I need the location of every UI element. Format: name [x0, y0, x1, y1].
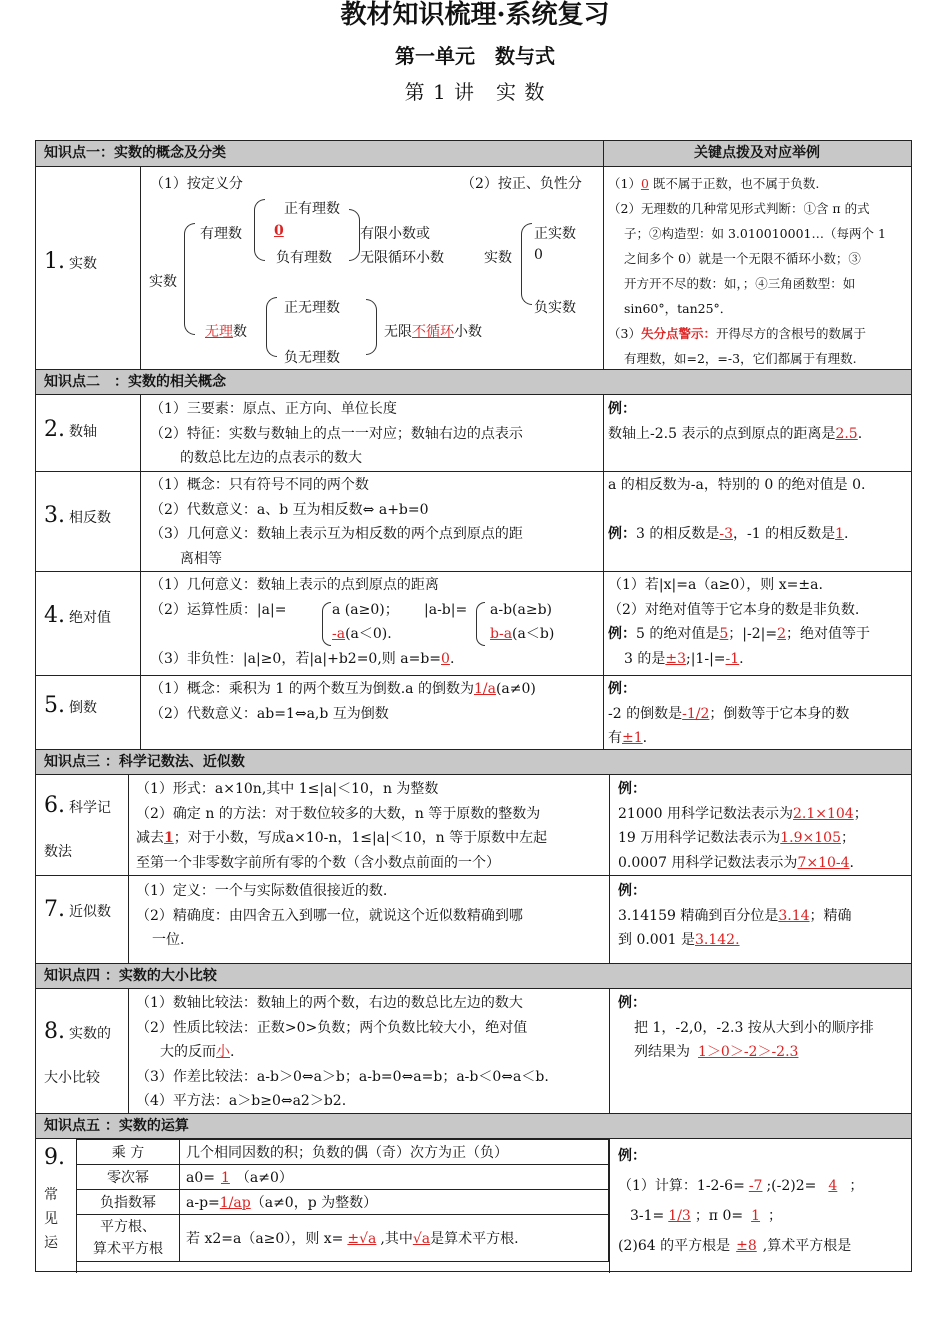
abs-example: （1）若|x|=a（a≥0），则 x=±a. （2）对绝对值等于它本身的数是非负数. 例：5 的绝对值是5；|-2|=2；绝对值等于 3 的是±3;|1-|=-1. — [608, 577, 871, 667]
section-header-5: 知识点五 ：实数的运算 — [36, 1113, 911, 1139]
row-number: 4. 绝对值 — [44, 603, 111, 628]
classification-by-sign: （2）按正、负性分 — [461, 176, 582, 192]
main-title: 教材知识梳理·系统复习 — [340, 0, 610, 30]
approx-content: （1）定义：一个与实际数值很接近的数. （2）精确度：由四舍五入到哪一位，就说这个近似数精确到哪 一位. — [136, 883, 523, 948]
section-header-right: 关键点拨及对应举例 — [603, 141, 911, 167]
reciprocal-content: （1）概念：乘积为 1 的两个数互为倒数.a 的倒数为1/a(a≠0) （2）代数意义：ab=1⇔a,b 互为倒数 — [150, 681, 536, 722]
rational-label: 有理数 — [200, 226, 242, 242]
compare-content: （1）数轴比较法：数轴上的两个数，右边的数总比左边的数大 （2）性质比较法：正数>0>负数；两个负数比较大小，绝对值 大的反而小. （3）作差比较法：a-b＞0⇔a＞b；a-b=0⇔a=b；a-b＜0⇔a＜b. （4）平方法：a＞b≥0⇔a2＞b2. — [136, 995, 549, 1109]
row-number: 8. 实数的 — [44, 1019, 111, 1044]
row-number: 7. 近似数 — [44, 897, 111, 922]
brace-rational — [254, 199, 265, 261]
notes-real: （1）0 既不属于正数，也不属于负数. （2）无理数的几种常见形式判断：①含 π 的式 子；②构造型：如 3.010010001…（每两个 1 之间多个 0）就是一个无限不循环小数；③ 开方开不尽的数：如，；④三角函数型：如 sin60°，tan25°． （3）失分点警示：开得尽方的含根号的数属于 有理数，如=2，=-3，它们都属于有理数. — [608, 176, 886, 366]
section-header-1: 知识点一：实数的概念及分类 — [36, 141, 603, 167]
number-line-content: （1）三要素：原点、正方向、单位长度 （2）特征：实数与数轴上的点一一对应；数轴右边的点表示 的数总比左边的点表示的数大 — [150, 401, 523, 466]
row-number: 6. 科学记 — [44, 793, 111, 818]
brace-irrational — [266, 297, 277, 357]
row-label-cont: 大小比较 — [44, 1070, 100, 1086]
section-header-2: 知识点二 ：实数的相关概念 — [36, 369, 911, 395]
real-label: 实数 — [149, 274, 177, 290]
row-number: 5. 倒数 — [44, 693, 97, 718]
row-number: 9. — [44, 1145, 65, 1170]
row-number: 2. 数轴 — [44, 417, 97, 442]
inf-repeating: 无限循环小数 — [360, 250, 444, 266]
compare-example: 例： 把 1，-2,0，-2.3 按从大到小的顺序排 列结果为 1＞0＞-2＞-2.3 — [618, 995, 874, 1060]
section-header-3: 知识点三 ：科学记数法、近似数 — [36, 749, 911, 775]
pos-irrational: 正无理数 — [284, 300, 340, 316]
pos-rational: 正有理数 — [284, 201, 340, 217]
section-header-4: 知识点四 ：实数的大小比较 — [36, 963, 911, 989]
brace-decimal — [349, 209, 360, 261]
opposite-content: （1）概念：只有符号不同的两个数 （2）代数意义：a、b 互为相反数⇔ a+b=0 （3）几何意义：数轴上表示互为相反数的两个点到原点的距 离相等 — [150, 477, 523, 567]
inf-nonrepeating: 无限不循环小数 — [384, 324, 482, 340]
row-number: 3. 相反数 — [44, 503, 111, 528]
reciprocal-example: 例： -2 的倒数是-1/2；倒数等于它本身的数 有±1. — [608, 681, 850, 746]
brace-sign — [521, 223, 532, 305]
unit-title: 第一单元 数与式 — [395, 44, 555, 68]
zero-answer: 0 — [274, 223, 284, 239]
neg-real: 负实数 — [534, 300, 576, 316]
number-line-example: 例： 数轴上-2.5 表示的点到原点的距离是2.5. — [608, 401, 863, 442]
brace-real — [184, 223, 195, 335]
row-number: 1. 实数 — [44, 249, 97, 274]
sci-notation-content: （1）形式：a×10n,其中 1≤|a|＜10，n 为整数 （2）确定 n 的方法：对于数位较多的大数，n 等于原数的整数为 减去1；对于小数，写成a×10-n，1≤|a|＜10，n 等于原数中左起 至第一个非零数字前所有零的个数（含小数点前面的一个） — [136, 781, 548, 871]
zero-2: 0 — [534, 247, 543, 263]
brace-irr-right — [366, 299, 377, 355]
neg-irrational: 负无理数 — [284, 350, 340, 366]
row-label: 常见运 — [44, 1187, 58, 1251]
abs-content: （1）几何意义：数轴上表示的点到原点的距离 （2）运算性质：|a|= a (a≥0)； -a(a＜0). |a-b|= a-b(a≥b) b-a(a＜b) （3）非负性：|a|≥0，若|a|+b2=0,则 a=b=0. — [150, 577, 555, 667]
operations-example: 例： （1）计算：1-2-6= -7 ;(-2)2= 4 ； 3-1= 1/3 ；π 0= 1 ； (2)64 的平方根是 ±8 ,算术平方根是 — [618, 1148, 864, 1254]
real-label-2: 实数 — [484, 250, 512, 266]
classification-by-definition: （1）按定义分 — [150, 176, 243, 192]
operations-table: 乘 方 几个相同因数的积；负数的偶（奇）次方为正（负） 零次幂 a0= 1 （a≠0） 负指数幂 a-p=1/ap（a≠0，p 为整数） 平方根、 算术平方根 若 x2=a（a≥0），则 x= ±√a ,其中√a是算术平方根. — [76, 1139, 609, 1262]
neg-rational: 负有理数 — [276, 250, 332, 266]
approx-example: 例： 3.14159 精确到百分位是3.14；精确 到 0.001 是3.142. — [618, 883, 852, 948]
irrational-label: 无理数 — [205, 324, 247, 340]
knowledge-table — [35, 140, 912, 1272]
pos-real: 正实数 — [534, 226, 576, 242]
finite-decimal: 有限小数或 — [360, 226, 430, 242]
opposite-example: a 的相反数为-a，特别的 0 的绝对值是 0. 例：3 的相反数是-3，-1 的相反数是1. — [608, 477, 866, 542]
lecture-title: 第 1 讲 实 数 — [404, 80, 546, 104]
sci-notation-example: 例： 21000 用科学记数法表示为2.1×104； 19 万用科学记数法表示为1.9×105； 0.0007 用科学记数法表示为7×10-4. — [618, 781, 868, 871]
row-label-cont: 数法 — [44, 844, 72, 860]
